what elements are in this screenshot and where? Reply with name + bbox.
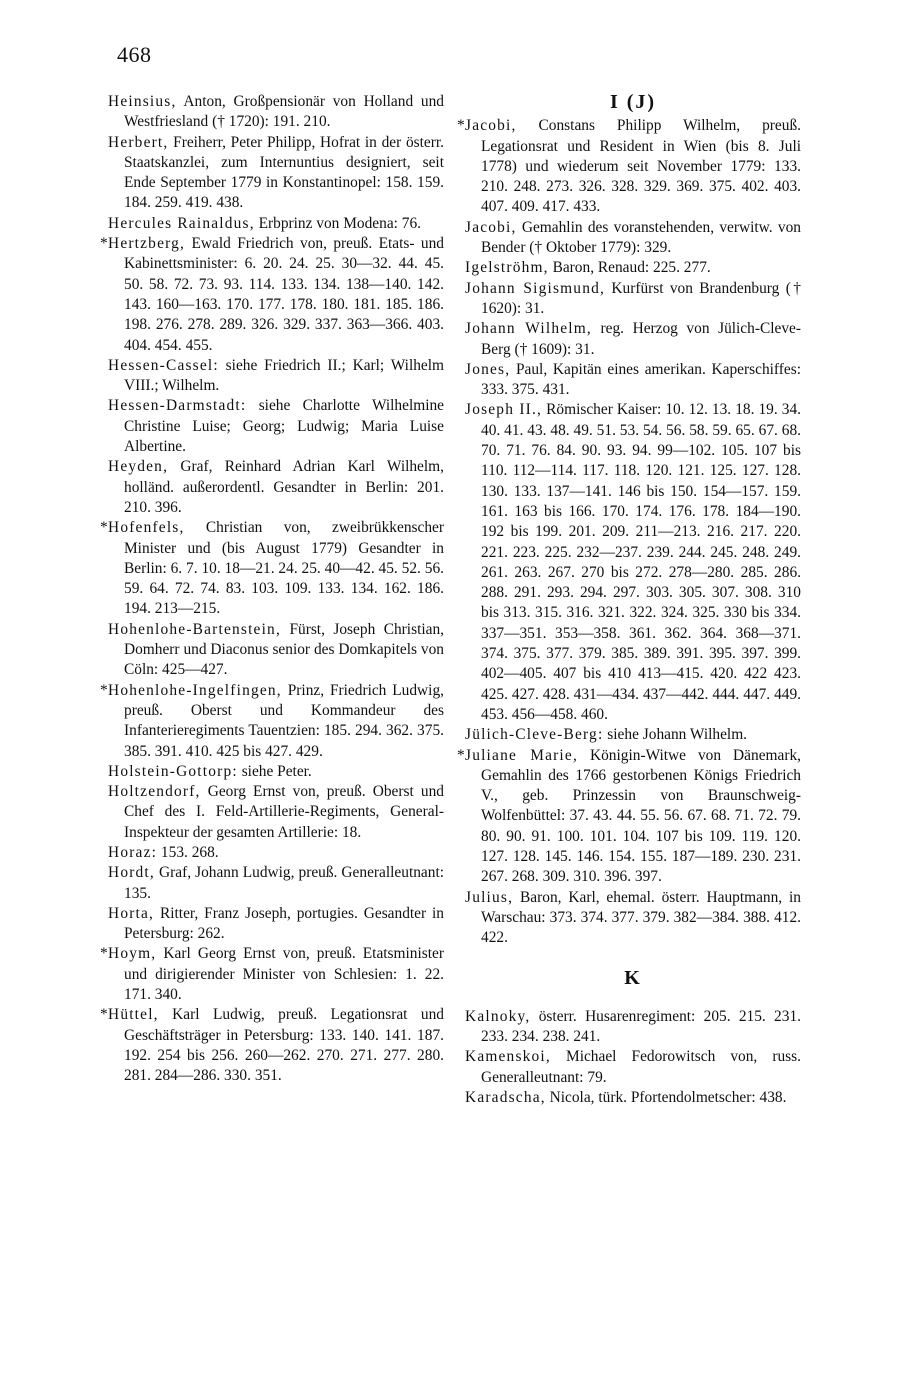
entry-name: Jülich-Cleve-Berg: xyxy=(465,726,604,744)
entry-text: 153. 268. xyxy=(157,843,219,861)
index-entry xyxy=(108,843,444,863)
entry-name: Hertzberg, xyxy=(108,235,186,253)
index-entry xyxy=(108,863,444,904)
index-entry xyxy=(457,116,801,217)
entry-text: Fürst, Joseph Christian, Domherr und Diaconus senior des Domkapitels von Cöln: 425—427. xyxy=(124,620,444,679)
entry-name: Holstein-Gottorp: xyxy=(108,762,238,780)
entry-text: siehe Peter. xyxy=(237,762,312,780)
entry-name: Kamenskoi, xyxy=(465,1048,551,1066)
index-entry xyxy=(465,1088,801,1108)
entry-name: Hohenlohe-Bartenstein, xyxy=(108,620,281,638)
entry-name: Hoym, xyxy=(108,945,157,963)
entry-text: Karl Georg Ernst von, preuß. Etatsminister und dirigierender Minister von Schlesien: 1. 22. 171. 340. xyxy=(124,945,444,1004)
entry-text: Baron, Renaud: 225. 277. xyxy=(548,259,711,277)
entry-name: Horta, xyxy=(108,904,155,922)
asterisk-marker: * xyxy=(100,519,108,537)
entry-name: Hessen-Darmstadt: xyxy=(108,397,247,415)
index-entry xyxy=(100,234,444,356)
index-entry xyxy=(108,762,444,782)
entry-text: Erbprinz von Modena: 76. xyxy=(254,214,422,232)
asterisk-marker: * xyxy=(100,945,108,963)
asterisk-marker: * xyxy=(457,117,465,135)
index-entry xyxy=(108,457,444,518)
index-entry xyxy=(465,400,801,725)
entry-text: Gemahlin des voranstehenden, verwitw. von Bender († Oktober 1779): 329. xyxy=(481,218,801,257)
index-entry xyxy=(465,258,801,278)
entry-name: Johann Wilhelm, xyxy=(465,320,592,338)
entry-name: Jacobi, xyxy=(465,218,517,236)
index-entry xyxy=(100,1005,444,1086)
entry-text: Paul, Kapitän eines amerikan. Kaperschiffes: 333. 375. 431. xyxy=(481,360,801,399)
asterisk-marker: * xyxy=(100,235,108,253)
entry-text: österr. Husarenregiment: 205. 215. 231. 233. 234. 238. 241. xyxy=(481,1007,801,1046)
entry-text: Königin-Witwe von Dänemark, Gemahlin des 1766 gestorbenen Königs Friedrich V., geb. Prinzessin von Braunschweig-Wolfenbüttel: 37. 43. 44. 55. 56. 67. 68. 71. 72. 79. 80. 90. 91. 100. 101. 104. 107 bis 109. 119. 120. 127. 128. 145. 146. 154. 155. 187—189. 230. 231. 267. 268. 309. 310. 396. 397. xyxy=(481,746,801,886)
entry-name: Hordt, xyxy=(108,864,155,882)
asterisk-marker: * xyxy=(100,1006,108,1024)
entry-text: Constans Philipp Wilhelm, preuß. Legationsrat und Resident in Wien (bis 8. Juli 1778) und wiederum seit November 1779: 133. 210. 248. 273. 326. 328. 329. 369. 375. 402. 403. 407. 409. 417. 433. xyxy=(481,117,801,216)
index-entry xyxy=(457,746,801,888)
entry-name: Jacobi, xyxy=(465,117,517,135)
entry-name: Karadscha, xyxy=(465,1088,546,1106)
entry-text: reg. Herzog von Jülich-Cleve-Berg († 1609): 31. xyxy=(481,320,801,358)
entry-name: Heinsius, xyxy=(108,93,177,110)
entry-text: Kurfürst von Brandenburg († 1620): 31. xyxy=(481,279,801,317)
entry-text: Georg Ernst von, preuß. Oberst und Chef des I. Feld-Artillerie-Regiments, General-Inspekteur der gesamten Artillerie: 18. xyxy=(124,783,444,841)
entry-name: Juliane Marie, xyxy=(465,746,578,764)
index-entry xyxy=(100,681,444,762)
entry-text: Baron, Karl, ehemal. österr. Hauptmann, in Warschau: 373. 374. 377. 379. 382—384. 388. 412. 422. xyxy=(481,888,801,947)
entry-name: Hofenfels, xyxy=(108,519,185,537)
index-column-right xyxy=(457,91,801,1108)
entry-name: Igelströhm, xyxy=(465,259,549,277)
entry-text: Freiherr, Peter Philipp, Hofrat in der österr. Staatskanzlei, zum Internuntius designiert, seit Ende September 1779 in Konstantinopel: 158. 159. 184. 259. 419. 438. xyxy=(124,133,444,212)
index-entry xyxy=(465,218,801,259)
entry-text: Anton, Großpensionär von Holland und Westfriesland († 1720): 191. 210. xyxy=(124,93,444,131)
index-entry xyxy=(108,356,444,397)
index-entry xyxy=(465,888,801,949)
index-entry xyxy=(108,904,444,945)
entry-name: Johann Sigismund, xyxy=(465,279,606,297)
section-heading-i: I (J) xyxy=(609,91,657,113)
entry-name: Heyden, xyxy=(108,458,169,476)
entry-text: Prinz, Friedrich Ludwig, preuß. Oberst und Kommandeur des Infanterieregiments Tauentzien: 185. 294. 362. 375. 385. 391. 410. 425 bis 427. 429. xyxy=(124,681,444,760)
entry-name: Horaz: xyxy=(108,843,158,861)
entry-name: Jones, xyxy=(465,360,511,378)
index-entry xyxy=(465,1047,801,1088)
section-heading-k: K xyxy=(624,967,642,990)
entry-text: Graf, Johann Ludwig, preuß. Generalleutnant: 135. xyxy=(124,864,444,902)
index-column-left xyxy=(100,92,444,1087)
entry-name: Hessen-Cassel: xyxy=(108,356,219,374)
entry-text: Ritter, Franz Joseph, portugies. Gesandter in Petersburg: 262. xyxy=(124,904,444,943)
index-entry xyxy=(108,133,444,214)
entry-text: Nicola, türk. Pfortendolmetscher: 438. xyxy=(545,1088,787,1106)
entry-text: siehe Charlotte Wilhelmine Christine Luise; Georg; Ludwig; Maria Luise Albertine. xyxy=(124,397,444,456)
entry-name: Hercules Rainaldus, xyxy=(108,214,255,232)
entry-text: Graf, Reinhard Adrian Karl Wilhelm, holländ. außerordentl. Gesandter in Berlin: 201. 210. 396. xyxy=(124,458,444,516)
index-entry xyxy=(465,319,801,360)
entry-name: Herbert, xyxy=(108,133,169,151)
index-entry xyxy=(465,279,801,320)
section-k-entries xyxy=(465,1007,801,1108)
entry-name: Hüttel, xyxy=(108,1006,159,1024)
index-entry xyxy=(465,725,801,745)
index-entry xyxy=(108,396,444,457)
index-entry xyxy=(100,518,444,619)
index-entry xyxy=(108,92,444,133)
index-entry xyxy=(465,360,801,401)
entry-text: siehe Friedrich II.; Karl; Wilhelm VIII.; Wilhelm. xyxy=(124,356,444,395)
section-i-entries xyxy=(457,116,801,948)
index-entry xyxy=(108,620,444,681)
page-number: 468 xyxy=(117,42,152,67)
asterisk-marker: * xyxy=(457,746,465,764)
entry-text: Karl Ludwig, preuß. Legationsrat und Geschäftsträger in Petersburg: 133. 140. 141. 187. 192. 254 bis 256. 260—262. 270. 271. 277. 280. 281. 284—286. 330. 351. xyxy=(124,1006,444,1085)
asterisk-marker: * xyxy=(100,681,108,699)
index-entry xyxy=(465,1007,801,1048)
entry-name: Holtzendorf, xyxy=(108,783,201,801)
index-entry xyxy=(100,944,444,1005)
entry-text: Römischer Kaiser: 10. 12. 13. 18. 19. 34. 40. 41. 43. 48. 49. 51. 53. 54. 56. 58. 59. 65. 67. 68. 70. 71. 76. 84. 90. 93. 94. 99—102. 105. 107 bis 110. 112—114. 117. 118. 120. 121. 125. 127. 128. 130. 133. 137—141. 146 bis 150. 154—157. 159. 161. 163 bis 166. 170. 174. 176. 178. 184—190. 192 bis 199. 201. 209. 211—213. 216. 217. 220. 221. 223. 225. 232—237. 239. 244. 245. 248. 249. 261. 263. 267. 270 bis 272. 278—280. 285. 286. 288. 291. 293. 294. 297. 303. 305. 307. 308. 310 bis 313. 315. 316. 321. 322. 324. 325. 330 bis 334. 337—351. 353—358. 361. 362. 364. 368—371. 374. 375. 377. 379. 385. 389. 391. 395. 397. 399. 402—405. 407 bis 410 413—415. 420. 422 423. 425. 427. 428. 431—434. 437—442. 444. 447. 449. 453. 456—458. 460. xyxy=(481,401,801,723)
index-entry xyxy=(108,214,444,234)
entry-name: Kalnoky, xyxy=(465,1007,531,1025)
index-entry xyxy=(108,782,444,843)
entry-text: siehe Johann Wilhelm. xyxy=(603,726,748,744)
entry-text: Michael Fedorowitsch von, russ. Generalleutnant: 79. xyxy=(481,1048,801,1086)
entry-name: Julius, xyxy=(465,888,514,906)
entry-name: Joseph II., xyxy=(465,401,543,419)
entry-text: Ewald Friedrich von, preuß. Etats- und Kabinettsminister: 6. 20. 24. 25. 30—32. 44. 45. 50. 58. 72. 73. 93. 114. 133. 134. 138—140. 142. 143. 160—163. 170. 177. 178. 180. 181. 185. 186. 198. 276. 278. 289. 326. 329. 337. 363—366. 403. 404. 454. 455. xyxy=(124,235,444,354)
entry-text: Christian von, zweibrükkenscher Minister und (bis August 1779) Gesandter in Berlin: 6. 7. 10. 18—21. 24. 25. 40—42. 45. 52. 56. 59. 64. 72. 74. 83. 103. 109. 133. 134. 162. 186. 194. 213—215. xyxy=(124,519,444,618)
entry-name: Hohenlohe-Ingelfingen, xyxy=(108,681,282,699)
